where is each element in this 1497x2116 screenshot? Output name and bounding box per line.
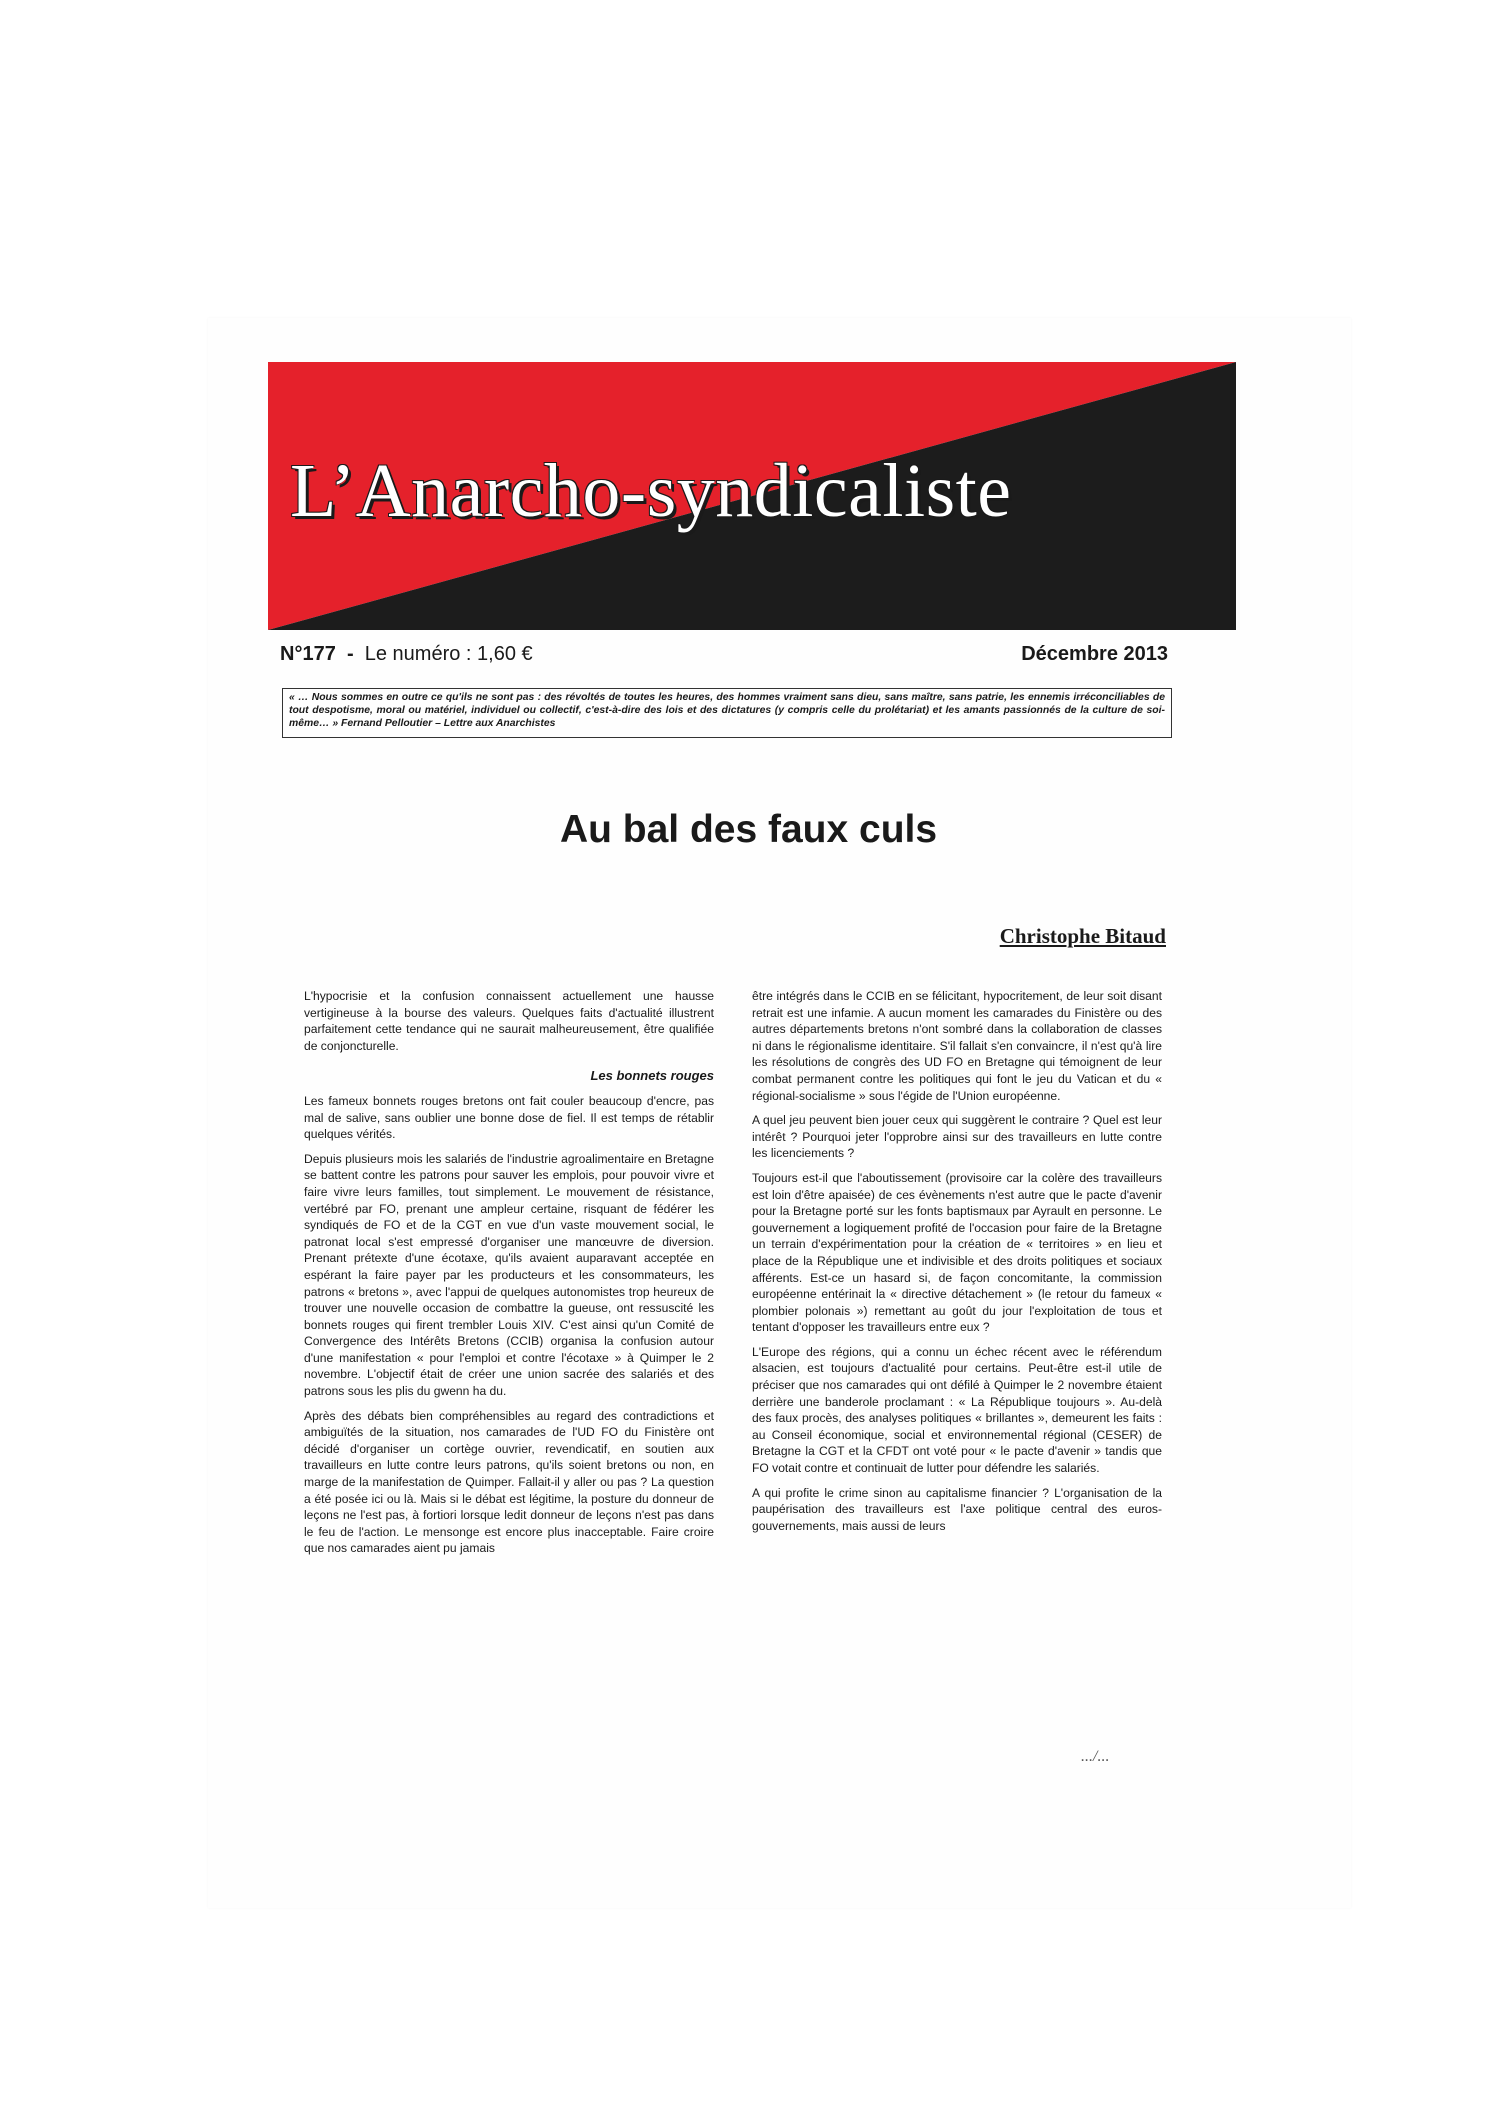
issue-number: N°177 — [280, 643, 336, 665]
article-column-left — [304, 988, 714, 1565]
issue-price: Le numéro : 1,60 € — [364, 643, 533, 665]
continued-mark: .../... — [1081, 1748, 1110, 1765]
paragraph: A qui profite le crime sinon au capitalisme financier ? L'organisation de la paupérisation des travailleurs est l'axe politique central des euros-gouvernements, mais aussi de leurs — [752, 1485, 1162, 1533]
epigraph-box: « … Nous sommes en outre ce qu'ils ne sont pas : des révoltés de toutes les heures, des hommes vraiment sans dieu, sans maître, sans patrie, les ennemis irréconciliables de tout despotisme, moral ou matériel, individuel ou collectif, c'est-à-dire des lois et des dictatures (y compris celle du prolétariat) et les amants passionnés de la culture de soi-même… » Fernand Pelloutier – Lettre aux Anarchistes — [282, 688, 1172, 738]
article-headline: Au bal des faux culs — [559, 808, 938, 851]
masthead-title: L’Anarcho-syndicaliste — [290, 449, 1012, 533]
paragraph: Depuis plusieurs mois les salariés de l'industrie agroalimentaire en Bretagne se battent contre les patrons pour sauver les emplois, pour pouvoir vivre et faire vivre leurs familles, tout simplement. Le mouvement de résistance, vertébré par FO, prenant une ampleur certaine, risquant de fédérer les syndiqués de FO et de la CGT en vue d'un vaste mouvement social, le patronat local s'est empressé d'organiser une manœuvre de diversion. Prenant prétexte d'une écotaxe, qu'ils avaient auparavant acceptée en espérant la faire payer par les producteurs et les consommateurs, les patrons « bretons », avec l'appui de quelques autonomistes trop heureux de trouver une nouvelle occasion de combattre la gueuse, ont ressuscité les bonnets rouges qui firent trembler Louis XIV. C'est ainsi qu'un Comité de Convergence des Intérêts Bretons (CCIB) organisa la confusion autour d'une manifestation « pour l'emploi et contre l'écotaxe » à Quimper le 2 novembre. L'objectif était de créer une union sacrée des salariés et des patrons sous les plis du gwenn ha du. — [304, 1151, 714, 1399]
issue-left — [280, 643, 533, 666]
paragraph: être intégrés dans le CCIB en se félicitant, hypocritement, de leur soit disant retrait est une infamie. A aucun moment les camarades du Finistère ou des autres départements bretons n'ont sombré dans la collaboration de classes ni dans le régionalisme identitaire. S'il fallait s'en convaincre, il n'est qu'à lire les résolutions de congrès des UD FO en Bretagne qui témoignent de leur combat permanent contre les politiques qui font le jeu du Vatican et du « régional-socialisme » sous l'égide de l'Union européenne. — [752, 989, 1162, 1103]
issue-separator: - — [346, 643, 354, 665]
paragraph: L'hypocrisie et la confusion connaissent actuellement une hausse vertigineuse à la bourse des valeurs. Quelques faits d'actualité illustrent parfaitement cette tendance qui ne saurait malheureusement, être qualifiée de conjoncturelle. — [304, 989, 714, 1053]
masthead-banner — [268, 362, 1236, 630]
paragraph: Les fameux bonnets rouges bretons ont fait couler beaucoup d'encre, pas mal de salive, sans oublier une bonne dose de fiel. Il est temps de rétablir quelques vérités. — [304, 1093, 714, 1142]
paragraph: A quel jeu peuvent bien jouer ceux qui suggèrent le contraire ? Quel est leur intérêt ? Pourquoi jeter l'opprobre ainsi sur des travailleurs en lutte contre les licenciements ? — [752, 1113, 1162, 1161]
section-subhead: Les bonnets rouges — [590, 1068, 714, 1084]
paragraph: Toujours est-il que l'aboutissement (provisoire car la colère des travailleurs est loin d'être apaisée) de ces évènements n'est autre que le pacte d'avenir pour la Bretagne porté sur les fonts baptismaux par Ayrault en personne. Le gouvernement a logiquement profité de l'occasion pour faire de la Bretagne un terrain d'expérimentation pour la création de « territoires » en lieu et place de la République une et indivisible et des droits politiques et sociaux afférents. Est-ce un hasard si, de façon concomitante, la commission européenne entérinait la « directive détachement » (le retour du fameux « plombier polonais ») remettant au goût du jour l'exploitation de tous et tentant d'opposer les travailleurs entre eux ? — [752, 1170, 1162, 1335]
issue-date: Décembre 2013 — [1021, 643, 1168, 665]
article-column-right — [752, 988, 1162, 1542]
paragraph: Après des débats bien compréhensibles au regard des contradictions et ambiguïtés de la situation, nos camarades de l'UD FO du Finistère ont décidé d'organiser un cortège ouvrier, revendicatif, en soutien aux travailleurs en lutte contre leurs patrons, qu'ils soient bretons ou non, en marge de la manifestation de Quimper. Fallait-il y aller ou pas ? La question a été posée ici ou là. Mais si le débat est légitime, la posture du donneur de leçons ne l'est pas, à fortiori lorsque ledit donneur de leçons n'est pas dans le feu de l'action. Le mensonge est encore plus inacceptable. Faire croire que nos camarades aient pu jamais — [304, 1408, 714, 1556]
paragraph: L'Europe des régions, qui a connu un échec récent avec le référendum alsacien, est toujours d'actualité pour certains. Peut-être est-il utile de préciser que nos camarades qui ont défilé à Quimper le 2 novembre étaient derrière une banderole proclamant : « La République toujours ». Au-delà des faux procès, des analyses politiques « brillantes », demeurent les faits : au Conseil économique, social et environnemental régional (CESER) de Bretagne la CGT et la CFDT ont voté pour « le pacte d'avenir » tandis que FO votait contre et continuait de lutter pour défendre les salariés. — [752, 1344, 1162, 1476]
article-author: Christophe Bitaud — [999, 924, 1166, 948]
